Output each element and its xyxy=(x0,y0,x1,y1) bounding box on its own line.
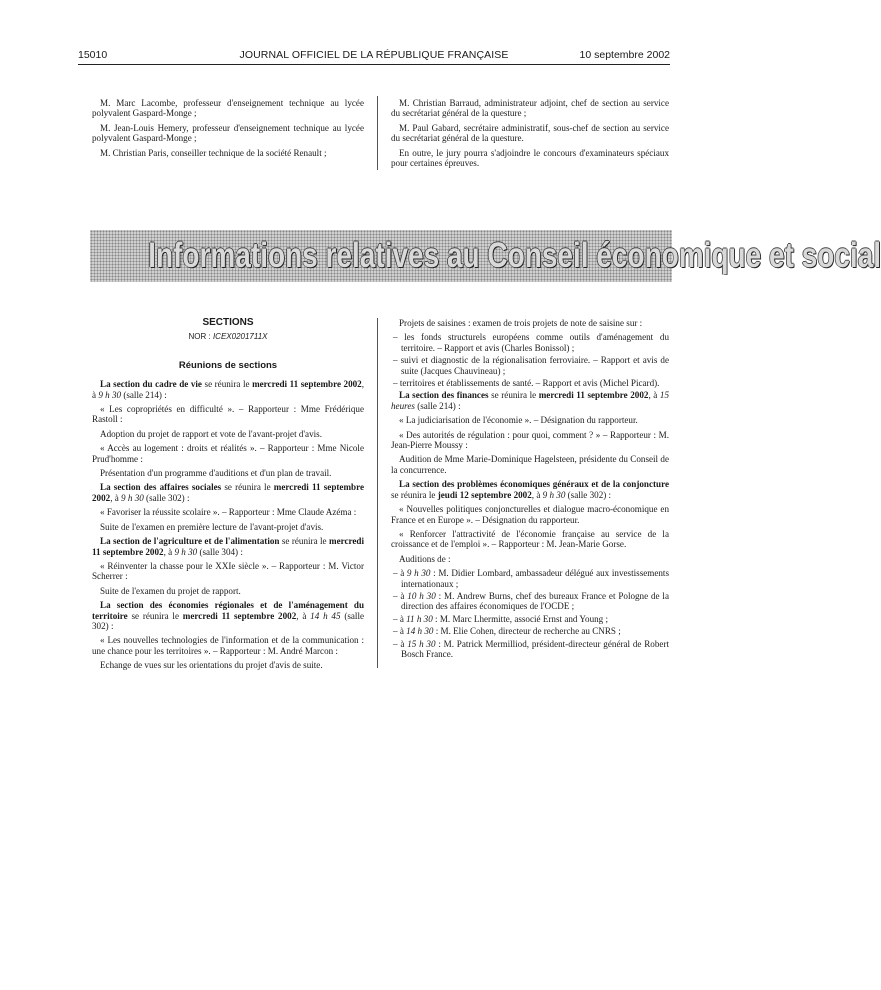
column-divider xyxy=(377,318,378,668)
meeting-announcement: La section du cadre de vie se réunira le mercredi 11 septembre 2002, à 9 h 30 (salle 214) : xyxy=(92,379,365,400)
paragraph: « Renforcer l'attractivité de l'économie française au service de la croissance et de l'emploi ». – Rapporteur : M. Jean-Marie Gorse. xyxy=(391,528,669,550)
sections-title: SECTIONS xyxy=(202,317,254,328)
page-header xyxy=(78,49,670,65)
issue-date: 10 septembre 2002 xyxy=(579,49,670,61)
top-left-column xyxy=(92,98,364,162)
paragraph: « Les copropriétés en difficulté ». – Rapporteur : Mme Frédérique Rastoll : xyxy=(92,404,364,425)
paragraph: Suite de l'examen en première lecture de l'avant-projet d'avis. xyxy=(100,521,324,532)
paragraph: Projets de saisines : examen de trois projets de note de saisine sur : xyxy=(399,318,643,328)
paragraph: Adoption du projet de rapport et vote de l'avant-projet d'avis. xyxy=(100,428,322,439)
meeting-announcement: La section des problèmes économiques généraux et de la conjoncture se réunira le jeudi 12 septembre 2002, à 9 h 30 (salle 302) : xyxy=(391,479,669,500)
banner-title: Informations relatives au Conseil économique et social xyxy=(148,236,881,275)
list-item: – suivi et diagnostic de la régionalisation ferroviaire. – Rapport et avis de suite (Jacques Chauvineau) ; xyxy=(393,355,669,376)
list-item: – à 10 h 30 : M. Andrew Burns, chef des bureaux France et Pologne de la direction des affaires économiques de l'OCDE ; xyxy=(393,590,669,612)
paragraph: En outre, le jury pourra s'adjoindre le concours d'examinateurs spéciaux pour certaines épreuves. xyxy=(391,147,669,169)
right-column xyxy=(391,318,669,661)
paragraph: « Réinventer la chasse pour le XXIe siècle ». – Rapporteur : M. Victor Scherrer : xyxy=(92,560,364,582)
paragraph: M. Marc Lacombe, professeur d'enseignement technique au lycée polyvalent Gaspard-Monge ; xyxy=(92,98,364,119)
list-item: – à 9 h 30 : M. Didier Lombard, ambassadeur délégué aux investissements internationaux ; xyxy=(393,568,669,589)
paragraph: M. Paul Gabard, secrétaire administratif, sous-chef de section au service du secrétariat général de la questure. xyxy=(391,122,669,144)
paragraph: Suite de l'examen du projet de rapport. xyxy=(100,585,241,596)
nor-reference xyxy=(92,332,364,342)
top-right-column xyxy=(391,98,669,172)
paragraph: Echange de vues sur les orientations du projet d'avis de suite. xyxy=(100,660,323,671)
paragraph: M. Christian Paris, conseiller technique de la société Renault ; xyxy=(100,147,327,158)
nor-code: ICEX0201711X xyxy=(212,332,268,342)
list-item: – à 15 h 30 : M. Patrick Mermilliod, président-directeur général de Robert Bosch France. xyxy=(393,638,669,659)
paragraph: Présentation d'un programme d'auditions et d'un plan de travail. xyxy=(100,468,332,479)
paragraph: « Accès au logement : droits et réalités ». – Rapporteur : Mme Nicole Prud'homme : xyxy=(92,443,364,464)
list-item: – territoires et établissements de santé. – Rapport et avis (Michel Picard). xyxy=(393,378,660,389)
paragraph: « Favoriser la réussite scolaire ». – Rapporteur : Mme Claude Azéma : xyxy=(100,507,357,518)
list-item: – les fonds structurels européens comme outils d'aménagement du territoire. – Rapport et avis (Charles Bonissol) ; xyxy=(393,332,669,353)
paragraph: « Nouvelles politiques conjoncturelles et dialogue macro-économique en France et en Europe ». – Désignation du rapporteur. xyxy=(391,504,669,525)
meeting-announcement: La section des finances se réunira le mercredi 11 septembre 2002, à 15 heures (salle 214) : xyxy=(391,390,669,411)
journal-title: JOURNAL OFFICIEL DE LA RÉPUBLIQUE FRANÇAISE xyxy=(239,49,509,61)
reunions-subtitle: Réunions de sections xyxy=(178,359,278,371)
nor-label: NOR : xyxy=(188,332,211,342)
paragraph: Auditions de : xyxy=(399,553,451,564)
paragraph: Audition de Mme Marie-Dominique Hagelsteen, présidente du Conseil de la concurrence. xyxy=(391,454,669,475)
paragraph: « Les nouvelles technologies de l'information et de la communication : une chance pour les territoires ». – Rapporteur : M. André Marcon : xyxy=(92,635,364,656)
list-item: – à 14 h 30 : M. Elie Cohen, directeur de recherche au CNRS ; xyxy=(393,626,621,637)
paragraph: « Des autorités de régulation : pour quoi, comment ? » – Rapporteur : M. Jean-Pierre Moussy : xyxy=(391,429,669,451)
header-rule xyxy=(78,64,670,65)
column-divider xyxy=(377,96,378,170)
left-column xyxy=(92,318,364,675)
meeting-announcement: La section des affaires sociales se réunira le mercredi 11 septembre 2002, à 9 h 30 (salle 302) : xyxy=(92,482,365,503)
meeting-announcement: La section de l'agriculture et de l'alimentation se réunira le mercredi 11 septembre 2002, à 9 h 30 (salle 304) : xyxy=(92,536,365,557)
paragraph: M. Christian Barraud, administrateur adjoint, chef de section au service du secrétariat général de la questure ; xyxy=(391,98,669,119)
section-banner xyxy=(90,230,881,282)
paragraph: M. Jean-Louis Hemery, professeur d'enseignement technique au lycée polyvalent Gaspard-Monge ; xyxy=(92,122,364,144)
meeting-announcement: La section des économies régionales et de l'aménagement du territoire se réunira le mercredi 11 septembre 2002, à 14 h 45 (salle 302) : xyxy=(92,600,365,631)
paragraph: « La judiciarisation de l'économie ». – Désignation du rapporteur. xyxy=(399,415,638,426)
page-number: 15010 xyxy=(78,49,108,61)
list-item: – à 11 h 30 : M. Marc Lhermitte, associé Ernst and Young ; xyxy=(393,613,609,624)
